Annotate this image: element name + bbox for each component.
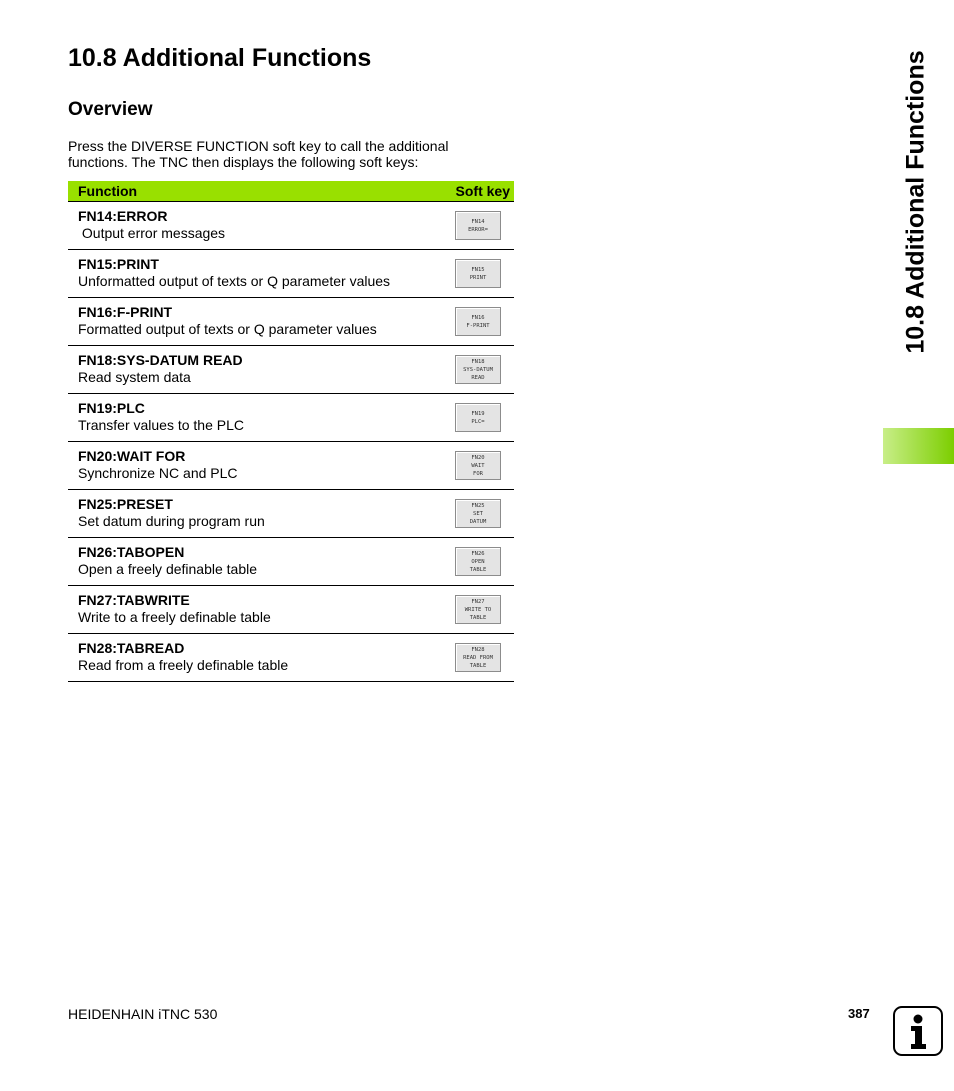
function-description: Write to a freely definable table xyxy=(78,609,271,625)
table-header xyxy=(68,181,514,202)
page-number: 387 xyxy=(848,1006,870,1021)
function-description: Formatted output of texts or Q parameter values xyxy=(78,321,377,337)
softkey-fn16[interactable] xyxy=(455,307,501,336)
header-function: Function xyxy=(78,183,138,199)
function-name: FN27:TABWRITE xyxy=(78,592,190,608)
softkey-label-line: FN18 xyxy=(471,358,485,365)
softkey-fn15[interactable] xyxy=(455,259,501,288)
softkey-label-line: FN19 xyxy=(471,410,485,417)
softkey-fn19[interactable] xyxy=(455,403,501,432)
softkey-fn26[interactable] xyxy=(455,547,501,576)
side-chapter-title-text: 10.8 Additional Functions xyxy=(901,50,930,354)
softkey-fn27[interactable] xyxy=(455,595,501,624)
chapter-tab xyxy=(883,428,954,464)
softkey-label-line: PRINT xyxy=(469,274,487,281)
function-name: FN25:PRESET xyxy=(78,496,173,512)
softkey-label-line: WAIT xyxy=(471,462,485,469)
page-title: 10.8 Additional Functions xyxy=(68,44,372,72)
section-title: Overview xyxy=(68,99,153,120)
function-description: Synchronize NC and PLC xyxy=(78,465,238,481)
softkey-label-line: FN25 xyxy=(471,502,485,509)
header-softkey: Soft key xyxy=(455,183,510,199)
softkey-label-line: SET xyxy=(473,510,483,517)
softkey-label-line: FN15 xyxy=(471,266,485,273)
softkey-label-line: FOR xyxy=(473,470,483,477)
function-name: FN18:SYS-DATUM READ xyxy=(78,352,243,368)
softkey-label-line: TABLE xyxy=(469,566,487,573)
table-row xyxy=(68,442,514,490)
function-description: Open a freely definable table xyxy=(78,561,258,577)
function-description: Read from a freely definable table xyxy=(78,657,289,673)
softkey-label-line: FN16 xyxy=(471,314,485,321)
softkey-label-line: READ xyxy=(471,374,485,381)
softkey-label-line: SYS-DATUM xyxy=(463,366,493,373)
softkey-label-line: TABLE xyxy=(469,662,487,669)
table-row xyxy=(68,490,514,538)
softkey-label-line: ERROR= xyxy=(468,226,488,233)
softkey-label-line: DATUM xyxy=(469,518,487,525)
table-row xyxy=(68,634,514,682)
softkey-label-line: F-PRINT xyxy=(466,322,490,329)
table-row xyxy=(68,394,514,442)
softkey-fn18[interactable] xyxy=(455,355,501,384)
softkey-label-line: FN20 xyxy=(471,454,485,461)
function-description: Set datum during program run xyxy=(78,513,265,529)
table-row xyxy=(68,346,514,394)
softkey-label-line: OPEN xyxy=(471,558,485,565)
softkey-label-line: PLC= xyxy=(471,418,485,425)
table-row xyxy=(68,202,514,250)
function-name: FN16:F-PRINT xyxy=(78,304,173,320)
side-chapter-title xyxy=(897,52,935,352)
table-row xyxy=(68,538,514,586)
function-name: FN26:TABOPEN xyxy=(78,544,185,560)
table-row xyxy=(68,586,514,634)
function-description: Transfer values to the PLC xyxy=(78,417,245,433)
softkey-fn25[interactable] xyxy=(455,499,501,528)
footer-product: HEIDENHAIN iTNC 530 xyxy=(68,1006,218,1022)
softkey-label-line: FN28 xyxy=(471,646,485,653)
function-name: FN28:TABREAD xyxy=(78,640,185,656)
info-icon xyxy=(893,1006,943,1056)
table-row xyxy=(68,298,514,346)
softkey-label-line: FN27 xyxy=(471,598,485,605)
function-description: Output error messages xyxy=(78,225,226,241)
function-name: FN20:WAIT FOR xyxy=(78,448,186,464)
softkey-label-line: WRITE TO xyxy=(464,606,492,613)
softkey-label-line: READ FROM xyxy=(463,654,493,661)
softkey-label-line: FN14 xyxy=(471,218,485,225)
intro-text: Press the DIVERSE FUNCTION soft key to call the additional functions. The TNC then displays the following soft keys: xyxy=(68,138,449,170)
function-name: FN15:PRINT xyxy=(78,256,159,272)
softkey-fn20[interactable] xyxy=(455,451,501,480)
function-table xyxy=(68,181,514,682)
function-description: Unformatted output of texts or Q parameter values xyxy=(78,273,391,289)
table-row xyxy=(68,250,514,298)
function-name: FN19:PLC xyxy=(78,400,145,416)
softkey-label-line: TABLE xyxy=(469,614,487,621)
function-description: Read system data xyxy=(78,369,191,385)
softkey-fn14[interactable] xyxy=(455,211,501,240)
softkey-fn28[interactable] xyxy=(455,643,501,672)
function-name: FN14:ERROR xyxy=(78,208,168,224)
softkey-label-line: FN26 xyxy=(471,550,485,557)
